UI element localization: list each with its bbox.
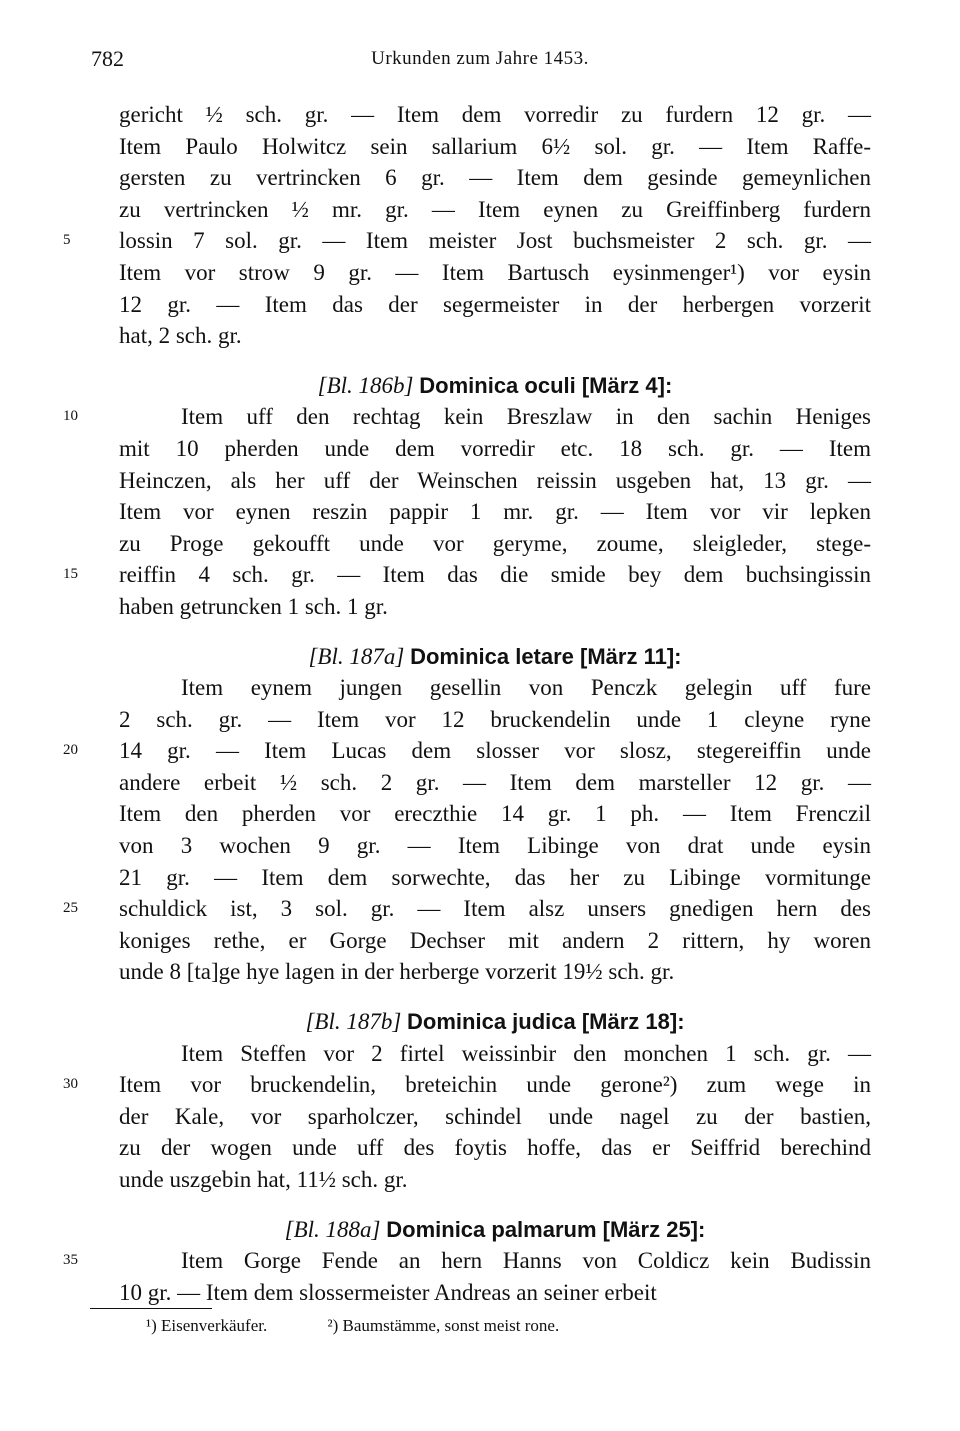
line-number: 10 (63, 408, 78, 425)
line-number: 35 (63, 1252, 78, 1269)
line-text: Item eynem jungen gesellin von Penczk gelegin uff fure (181, 675, 871, 701)
section-title: Dominica oculi [März 4]: (419, 372, 673, 398)
line-text: 10 gr. — Item dem slossermeister Andreas an seiner erbeit (119, 1279, 657, 1305)
text-line (119, 956, 871, 988)
line-text: Item vor eynen reszin pappir 1 mr. gr. — Item vor vir lepken (119, 499, 871, 525)
section-title: Dominica palmarum [März 25]: (386, 1216, 706, 1242)
text-line (119, 704, 871, 736)
text-line (119, 925, 871, 957)
line-text: Item uff den rechtag kein Breszlaw in den sachin Heniges (181, 404, 871, 430)
line-text: Item Gorge Fende an hern Hanns von Coldicz kein Budissin (181, 1248, 871, 1274)
text-line (119, 830, 871, 862)
line-text: zu Proge gekoufft unde vor geryme, zoume, sleigleder, stege- (119, 530, 871, 556)
text-line (119, 528, 871, 560)
text-line (119, 1101, 871, 1133)
line-text: haben getruncken 1 sch. 1 gr. (119, 593, 388, 619)
text-line (119, 1164, 871, 1196)
text-line (119, 162, 871, 194)
line-text: andere erbeit ½ sch. 2 gr. — Item dem marsteller 12 gr. — (119, 769, 871, 795)
text-line (119, 320, 871, 352)
section-heading (119, 641, 871, 673)
running-head: Urkunden zum Jahre 1453. (371, 48, 589, 69)
text-line (119, 767, 871, 799)
text-line (119, 1132, 871, 1164)
line-text: Item Steffen vor 2 firtel weissinbir den monchen 1 sch. gr. — (181, 1040, 871, 1066)
section-heading (119, 1214, 871, 1246)
line-text: koniges rethe, er Gorge Dechser mit andern 2 rittern, hy woren (119, 927, 871, 953)
folio-reference: [Bl. 186b] (317, 372, 414, 398)
line-number: 15 (63, 566, 78, 583)
document-body (63, 99, 871, 1308)
line-text: Item vor strow 9 gr. — Item Bartusch eysinmenger¹) vor eysin (119, 259, 871, 285)
text-line (63, 893, 871, 925)
section-title: Dominica judica [März 18]: (407, 1009, 685, 1035)
text-line (119, 131, 871, 163)
line-number: 20 (63, 742, 78, 759)
line-text: zu vertrincken ½ mr. gr. — Item eynen zu Greiffinberg furdern (119, 196, 871, 222)
line-text: hat, 2 sch. gr. (119, 323, 242, 349)
text-line (119, 862, 871, 894)
page-header (0, 46, 960, 76)
line-text: lossin 7 sol. gr. — Item meister Jost buchsmeister 2 sch. gr. — (119, 228, 871, 254)
line-text: mit 10 pherden unde dem vorredir etc. 18 sch. gr. — Item (119, 435, 871, 461)
line-text: unde uszgebin hat, 11½ sch. gr. (119, 1167, 408, 1192)
line-text: Heinczen, als her uff der Weinschen reissin usgeben hat, 13 gr. — (119, 467, 871, 493)
section-heading (119, 370, 871, 402)
line-text: zu der wogen unde uff des foytis hoffe, das er Seiffrid berechind (119, 1135, 871, 1161)
line-text: 21 gr. — Item dem sorwechte, das her zu Libinge vormitunge (119, 864, 871, 890)
line-text: unde 8 [ta]ge hye lagen in der herberge vorzerit 19½ sch. gr. (119, 959, 675, 985)
section-spacer (119, 988, 871, 1006)
line-text: der Kale, vor sparholczer, schindel unde nagel zu der bastien, (119, 1103, 871, 1129)
folio-reference: [Bl. 187b] (305, 1009, 402, 1035)
footnote-1: ¹) Eisenverkäufer. (146, 1316, 268, 1335)
line-text: schuldick ist, 3 sol. gr. — Item alsz unsers gnedigen hern des (119, 896, 871, 922)
line-number: 5 (63, 232, 71, 249)
line-text: von 3 wochen 9 gr. — Item Libinge von drat unde eysin (119, 833, 871, 859)
text-line (63, 735, 871, 767)
text-line (119, 194, 871, 226)
section-heading (119, 1006, 871, 1038)
text-line (119, 465, 871, 497)
line-text: 14 gr. — Item Lucas dem slosser vor slosz, stegereiffin unde (119, 738, 871, 764)
text-line (119, 1038, 871, 1070)
line-text: gericht ½ sch. gr. — Item dem vorredir zu furdern 12 gr. — (119, 102, 871, 127)
line-text: reiffin 4 sch. gr. — Item das die smide bey dem buchsingissin (119, 562, 871, 588)
text-line (119, 496, 871, 528)
line-number: 30 (63, 1076, 78, 1093)
text-line (119, 289, 871, 321)
line-text: Item den pherden vor ereczthie 14 gr. 1 ph. — Item Frenczil (119, 801, 871, 827)
line-text: 2 sch. gr. — Item vor 12 bruckendelin unde 1 cleyne ryne (119, 706, 871, 732)
line-number: 25 (63, 900, 78, 917)
section-title: Dominica letare [März 11]: (410, 643, 682, 669)
text-line (119, 99, 871, 131)
text-line (63, 1245, 871, 1277)
text-line (63, 225, 871, 257)
section-spacer (119, 623, 871, 641)
line-text: Item Paulo Holwitcz sein sallarium 6½ sol. gr. — Item Raffe- (119, 133, 871, 159)
text-line (119, 672, 871, 704)
section-spacer (119, 352, 871, 370)
footnote-rule (90, 1308, 212, 1309)
text-line (119, 798, 871, 830)
folio-reference: [Bl. 188a] (284, 1216, 381, 1242)
text-line (63, 401, 871, 433)
text-line (119, 433, 871, 465)
text-line (63, 559, 871, 591)
line-text: gersten zu vertrincken 6 gr. — Item dem gesinde gemeynlichen (119, 165, 871, 191)
text-line (119, 591, 871, 623)
section-spacer (119, 1196, 871, 1214)
line-text: Item vor bruckendelin, breteichin unde gerone²) zum wege in (119, 1072, 871, 1098)
footnote-2: ²) Baumstämme, sonst meist rone. (327, 1316, 560, 1335)
folio-reference: [Bl. 187a] (308, 643, 405, 669)
line-text: 12 gr. — Item das der segermeister in der herbergen vorzerit (119, 291, 871, 317)
text-line (63, 1069, 871, 1101)
footnotes (146, 1316, 559, 1336)
page-number: 782 (91, 46, 124, 71)
text-line (119, 1277, 871, 1309)
text-line (119, 257, 871, 289)
